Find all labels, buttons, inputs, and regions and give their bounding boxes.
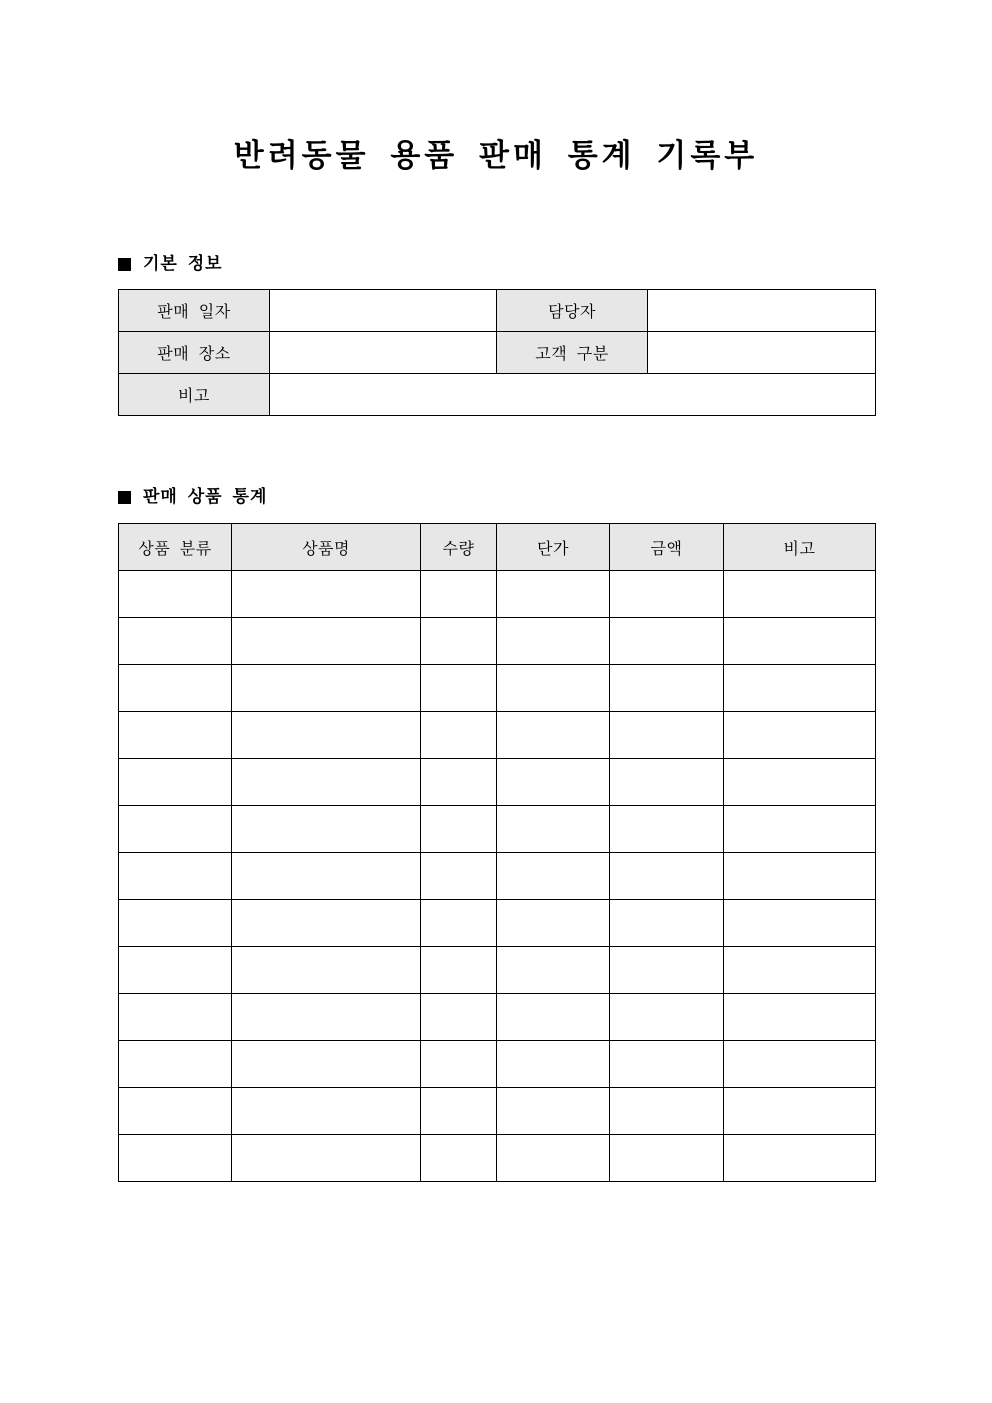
category-cell[interactable] <box>119 759 232 806</box>
category-cell[interactable] <box>119 1135 232 1182</box>
amount-cell[interactable] <box>610 806 724 853</box>
table-row <box>119 806 876 853</box>
manager-field[interactable] <box>648 290 876 332</box>
category-cell[interactable] <box>119 994 232 1041</box>
product-name-cell[interactable] <box>232 618 421 665</box>
category-cell[interactable] <box>119 1088 232 1135</box>
table-row <box>119 665 876 712</box>
amount-cell[interactable] <box>610 1135 724 1182</box>
product-name-cell[interactable] <box>232 1041 421 1088</box>
quantity-cell[interactable] <box>421 618 497 665</box>
section-heading-label: 기본 정보 <box>143 254 223 274</box>
customer-type-label: 고객 구분 <box>497 332 648 374</box>
table-row <box>119 618 876 665</box>
section-heading-label: 판매 상품 통계 <box>143 487 268 507</box>
remarks-cell[interactable] <box>724 853 876 900</box>
customer-type-field[interactable] <box>648 332 876 374</box>
column-header-quantity: 수량 <box>421 524 497 571</box>
category-cell[interactable] <box>119 900 232 947</box>
quantity-cell[interactable] <box>421 665 497 712</box>
amount-cell[interactable] <box>610 665 724 712</box>
product-name-cell[interactable] <box>232 1135 421 1182</box>
product-name-cell[interactable] <box>232 806 421 853</box>
table-row <box>119 1041 876 1088</box>
amount-cell[interactable] <box>610 900 724 947</box>
product-name-cell[interactable] <box>232 994 421 1041</box>
quantity-cell[interactable] <box>421 712 497 759</box>
unit-price-cell[interactable] <box>497 712 610 759</box>
unit-price-cell[interactable] <box>497 806 610 853</box>
table-row <box>119 994 876 1041</box>
amount-cell[interactable] <box>610 1088 724 1135</box>
remarks-cell[interactable] <box>724 1088 876 1135</box>
remarks-field[interactable] <box>270 374 876 416</box>
quantity-cell[interactable] <box>421 994 497 1041</box>
unit-price-cell[interactable] <box>497 1088 610 1135</box>
table-row <box>119 759 876 806</box>
table-row <box>119 1135 876 1182</box>
unit-price-cell[interactable] <box>497 900 610 947</box>
table-row <box>119 853 876 900</box>
amount-cell[interactable] <box>610 618 724 665</box>
quantity-cell[interactable] <box>421 1135 497 1182</box>
amount-cell[interactable] <box>610 759 724 806</box>
remarks-cell[interactable] <box>724 759 876 806</box>
unit-price-cell[interactable] <box>497 994 610 1041</box>
section-heading-sales-stats <box>118 485 267 509</box>
sale-location-field[interactable] <box>270 332 497 374</box>
section-heading-basic-info <box>118 252 223 276</box>
amount-cell[interactable] <box>610 571 724 618</box>
unit-price-cell[interactable] <box>497 618 610 665</box>
category-cell[interactable] <box>119 1041 232 1088</box>
column-header-amount: 금액 <box>610 524 724 571</box>
quantity-cell[interactable] <box>421 947 497 994</box>
unit-price-cell[interactable] <box>497 1135 610 1182</box>
amount-cell[interactable] <box>610 994 724 1041</box>
quantity-cell[interactable] <box>421 806 497 853</box>
amount-cell[interactable] <box>610 853 724 900</box>
column-header-unit-price: 단가 <box>497 524 610 571</box>
remarks-cell[interactable] <box>724 1041 876 1088</box>
unit-price-cell[interactable] <box>497 1041 610 1088</box>
remarks-cell[interactable] <box>724 571 876 618</box>
table-row <box>119 571 876 618</box>
table-row <box>119 332 876 374</box>
sale-date-field[interactable] <box>270 290 497 332</box>
unit-price-cell[interactable] <box>497 665 610 712</box>
column-header-category: 상품 분류 <box>119 524 232 571</box>
category-cell[interactable] <box>119 712 232 759</box>
quantity-cell[interactable] <box>421 853 497 900</box>
quantity-cell[interactable] <box>421 1088 497 1135</box>
category-cell[interactable] <box>119 618 232 665</box>
category-cell[interactable] <box>119 571 232 618</box>
product-name-cell[interactable] <box>232 759 421 806</box>
table-row <box>119 1088 876 1135</box>
remarks-cell[interactable] <box>724 994 876 1041</box>
black-square-icon <box>118 258 131 271</box>
amount-cell[interactable] <box>610 1041 724 1088</box>
table-header-row <box>119 524 876 571</box>
sale-date-label: 판매 일자 <box>119 290 270 332</box>
amount-cell[interactable] <box>610 712 724 759</box>
product-name-cell[interactable] <box>232 571 421 618</box>
amount-cell[interactable] <box>610 947 724 994</box>
remarks-cell[interactable] <box>724 1135 876 1182</box>
table-row <box>119 712 876 759</box>
product-name-cell[interactable] <box>232 712 421 759</box>
quantity-cell[interactable] <box>421 900 497 947</box>
quantity-cell[interactable] <box>421 1041 497 1088</box>
product-name-cell[interactable] <box>232 665 421 712</box>
remarks-cell[interactable] <box>724 947 876 994</box>
product-name-cell[interactable] <box>232 947 421 994</box>
category-cell[interactable] <box>119 947 232 994</box>
table-row <box>119 947 876 994</box>
table-row <box>119 290 876 332</box>
unit-price-cell[interactable] <box>497 947 610 994</box>
category-cell[interactable] <box>119 853 232 900</box>
remarks-cell[interactable] <box>724 665 876 712</box>
column-header-product-name: 상품명 <box>232 524 421 571</box>
remarks-cell[interactable] <box>724 806 876 853</box>
basic-info-table <box>118 289 876 416</box>
remarks-label: 비고 <box>119 374 270 416</box>
remarks-cell[interactable] <box>724 712 876 759</box>
product-name-cell[interactable] <box>232 900 421 947</box>
sales-stats-table <box>118 523 876 1182</box>
quantity-cell[interactable] <box>421 759 497 806</box>
quantity-cell[interactable] <box>421 571 497 618</box>
category-cell[interactable] <box>119 806 232 853</box>
product-name-cell[interactable] <box>232 1088 421 1135</box>
product-name-cell[interactable] <box>232 853 421 900</box>
sale-location-label: 판매 장소 <box>119 332 270 374</box>
table-row <box>119 900 876 947</box>
category-cell[interactable] <box>119 665 232 712</box>
remarks-cell[interactable] <box>724 900 876 947</box>
unit-price-cell[interactable] <box>497 853 610 900</box>
black-square-icon <box>118 491 131 504</box>
manager-label: 담당자 <box>497 290 648 332</box>
document-title: 반려동물 용품 판매 통계 기록부 <box>233 138 759 174</box>
table-row <box>119 374 876 416</box>
column-header-remarks: 비고 <box>724 524 876 571</box>
unit-price-cell[interactable] <box>497 759 610 806</box>
unit-price-cell[interactable] <box>497 571 610 618</box>
remarks-cell[interactable] <box>724 618 876 665</box>
